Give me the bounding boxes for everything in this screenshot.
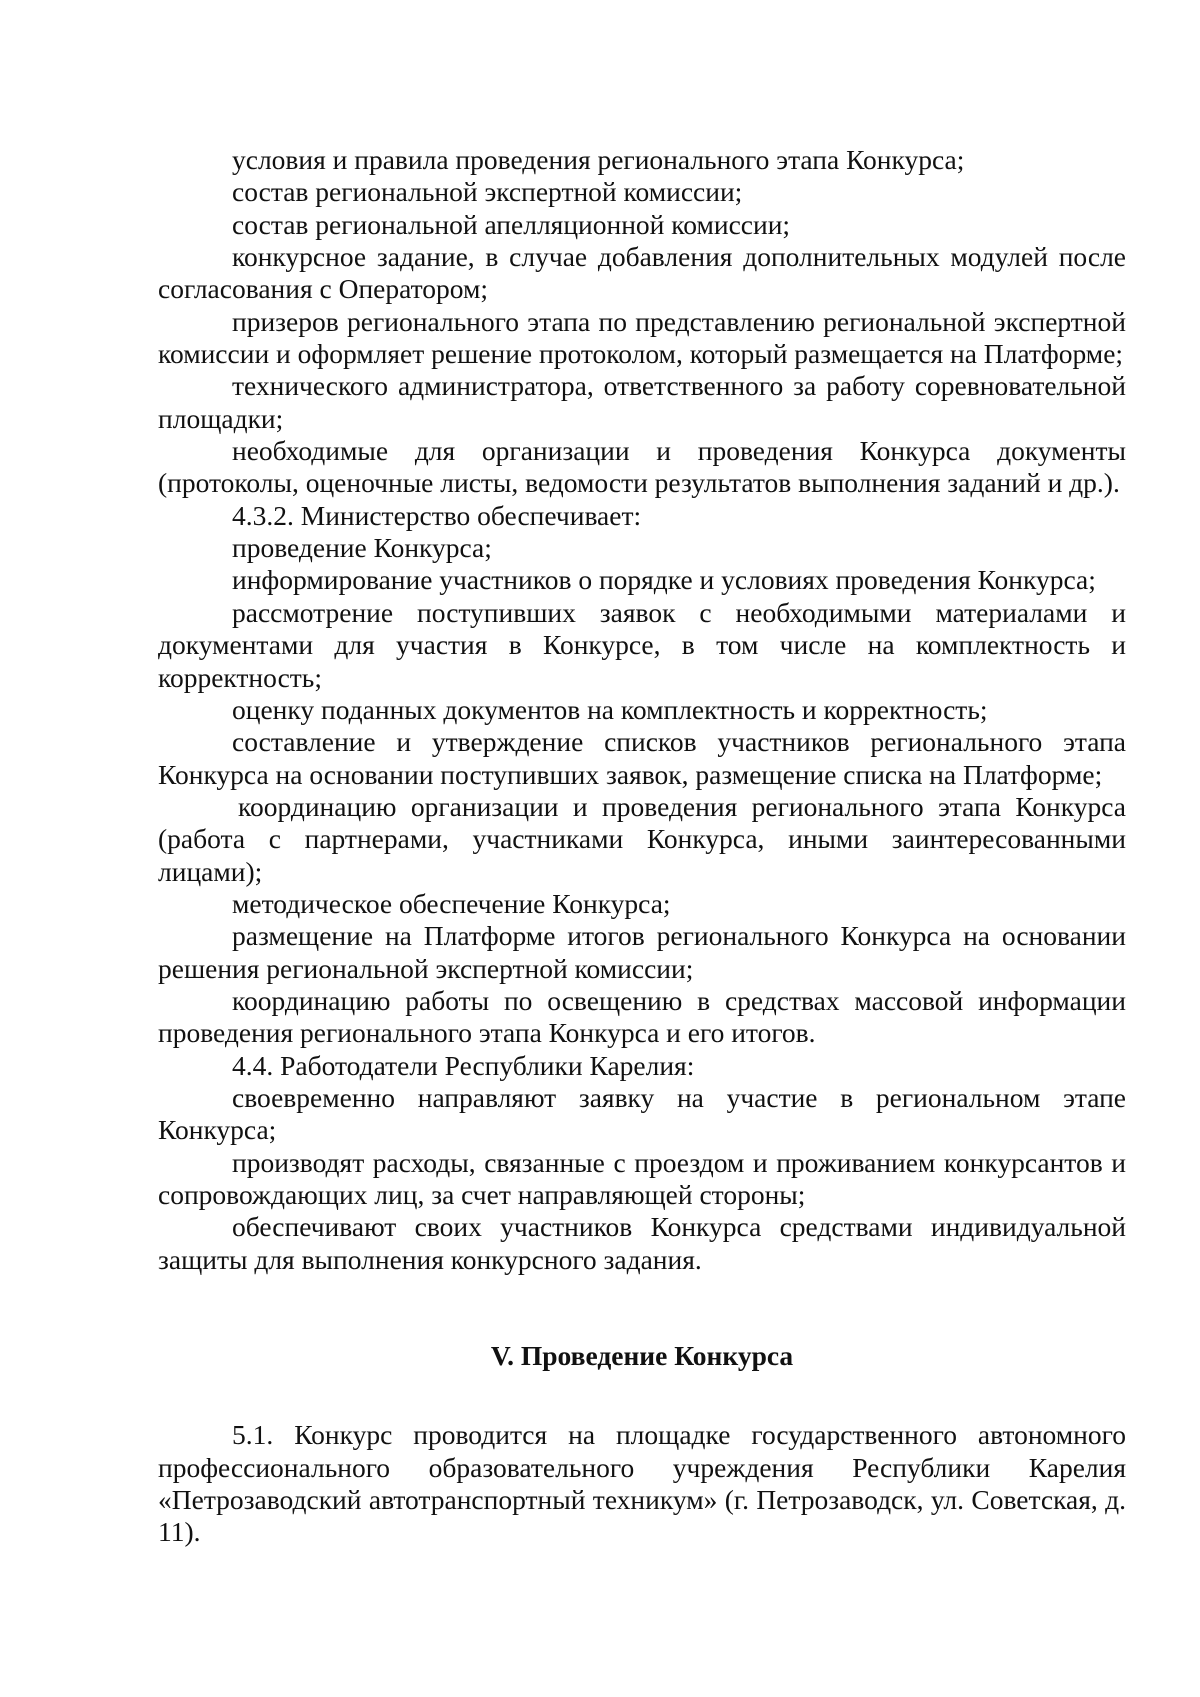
paragraph-prize-winners: призеров регионального этапа по представлению региональной экспертной комиссии и оформляет решение протоколом, который размещается на Платформе; (158, 305, 1126, 370)
paragraph-conditions-rules: условия и правила проведения регионального этапа Конкурса; (232, 144, 965, 175)
paragraph-employer-application: своевременно направляют заявку на участие в региональном этапе Конкурса; (158, 1081, 1126, 1146)
paragraph-coordination: координацию организации и проведения регионального этапа Конкурса (работа с партнерами, участниками Конкурса, иными заинтересованными лицами); (158, 790, 1126, 887)
paragraph-ministry-provides: 4.3.2. Министерство обеспечивает: (232, 499, 642, 531)
paragraph-expert-commission: состав региональной экспертной комиссии; (232, 176, 743, 208)
document-body (158, 144, 1126, 1549)
paragraph-employers: 4.4. Работодатели Республики Карелия: (232, 1049, 695, 1081)
paragraph-protective-equipment: обеспечивают своих участников Конкурса средствами индивидуальной защиты для выполнения конкурсного задания. (158, 1211, 1126, 1275)
paragraph-holding-contest: проведение Конкурса; (232, 532, 492, 564)
paragraph-contest-venue: 5.1. Конкурс проводится на площадке государственного автономного профессионального образовательного учреждения Республики Карелия «Петрозаводский автотранспортный техникум» (г. Петрозаводск, ул. Советская, д. 11). (158, 1419, 1126, 1548)
paragraph-media-coverage: координацию работы по освещению в средствах массовой информации проведения регионального этапа Конкурса и его итогов. (158, 984, 1126, 1049)
paragraph-technical-administrator: технического администратора, ответственного за работу соревновательной площадки; (158, 370, 1126, 434)
paragraph-document-evaluation: оценку поданных документов на комплектность и корректность; (232, 693, 988, 725)
paragraph-competition-task: конкурсное задание, в случае добавления дополнительных модулей после согласования с Оператором; (158, 241, 1126, 305)
paragraph-informing-participants: информирование участников о порядке и условиях проведения Конкурса; (232, 564, 1096, 596)
paragraph-results-publication: размещение на Платформе итогов регионального Конкурса на основании решения региональной экспертной комиссии; (158, 920, 1126, 984)
paragraph-methodical-support: методическое обеспечение Конкурса; (232, 887, 671, 919)
paragraph-required-documents: необходимые для организации и проведения Конкурса документы (протоколы, оценочные листы, ведомости результатов выполнения заданий и др.). (158, 435, 1126, 499)
paragraph-participant-lists: составление и утверждение списков участников регионального этапа Конкурса на основании поступивших заявок, размещение списка на Платформе; (158, 726, 1126, 790)
paragraph-appeal-commission: состав региональной апелляционной комиссии; (232, 208, 791, 240)
paragraph-travel-expenses: производят расходы, связанные с проездом и проживанием конкурсантов и сопровождающих лиц, за счет направляющей стороны; (158, 1146, 1126, 1210)
section-heading: V. Проведение Конкурса (490, 1340, 794, 1372)
paragraph-application-review: рассмотрение поступивших заявок с необходимыми материалами и документами для участия в Конкурсе, в том числе на комплектность и корректность; (158, 596, 1126, 693)
